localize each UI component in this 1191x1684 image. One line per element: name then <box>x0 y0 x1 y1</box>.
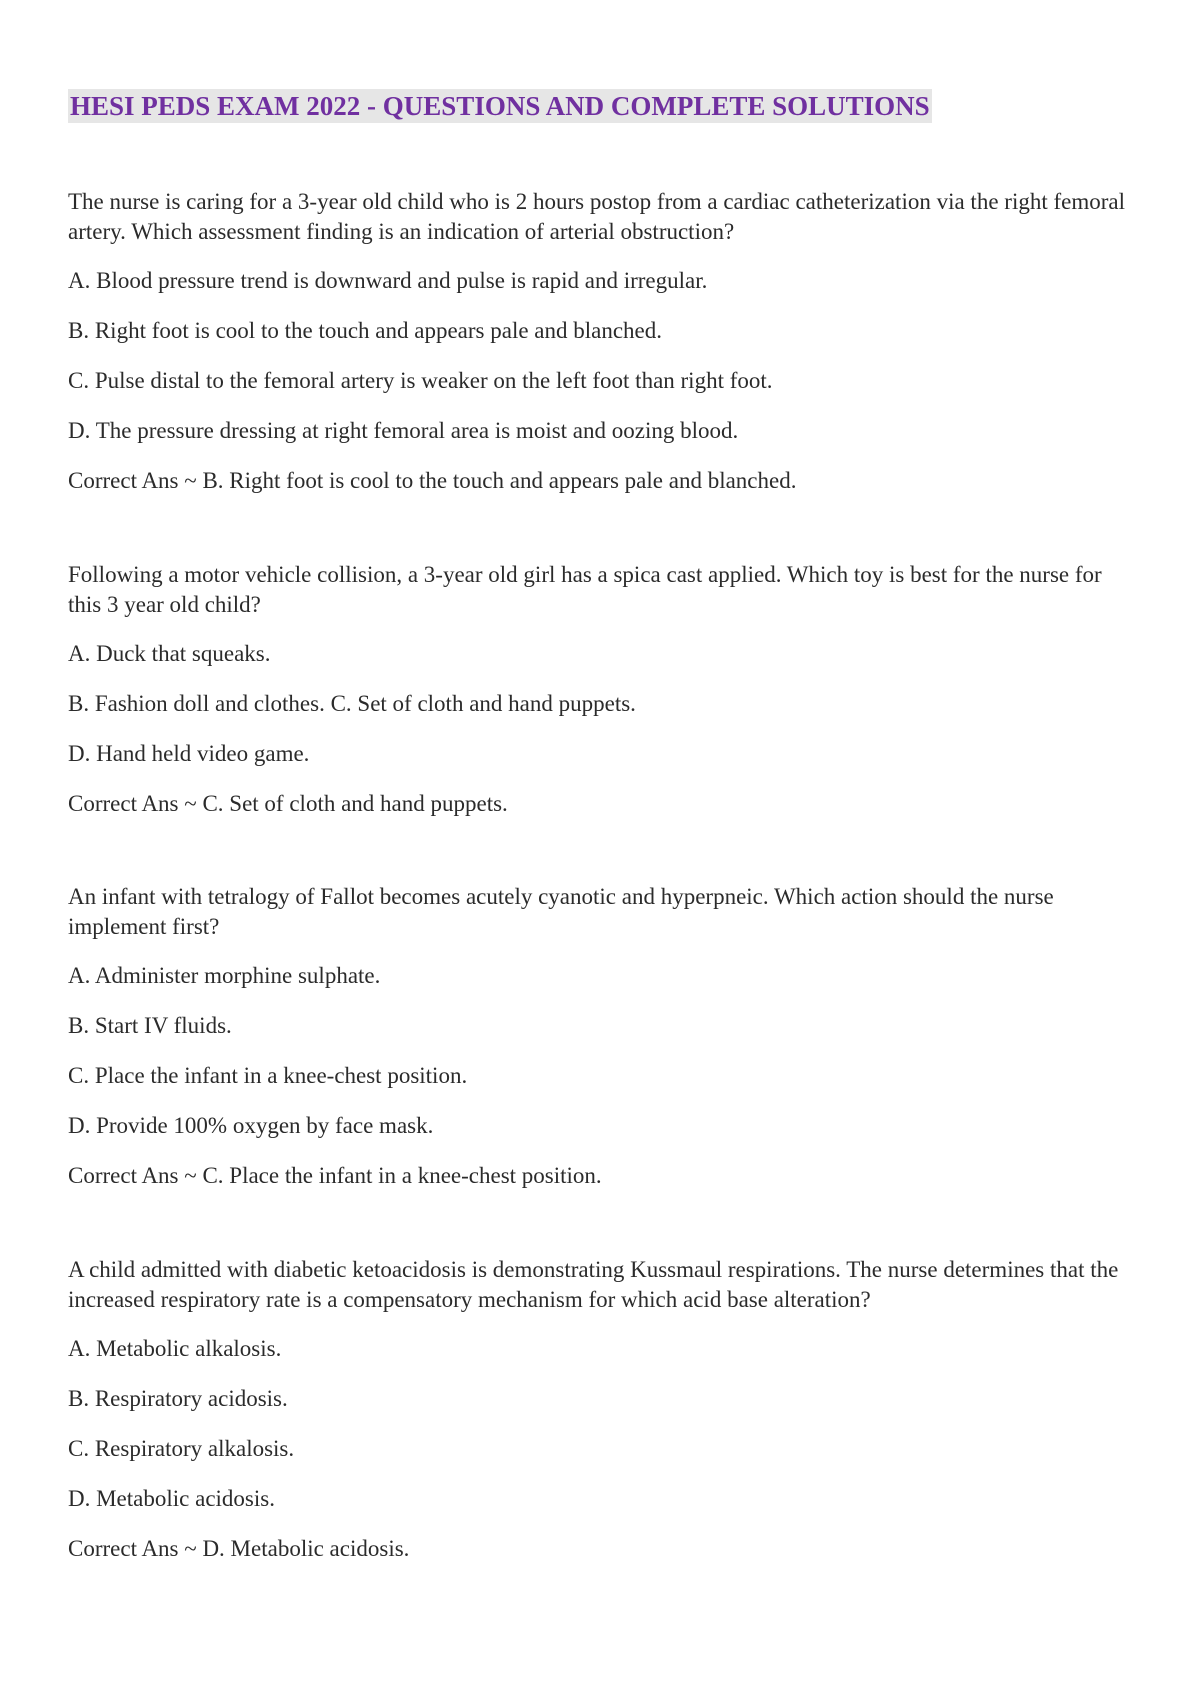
question-stem: An infant with tetralogy of Fallot becomes acutely cyanotic and hyperpneic. Which action should the nurse implement first? <box>68 884 1054 939</box>
option-d: D. The pressure dressing at right femoral area is moist and oozing blood. <box>68 418 739 443</box>
question-1 <box>68 187 1128 496</box>
correct-answer: Correct Ans ~ B. Right foot is cool to the touch and appears pale and blanched. <box>68 468 797 493</box>
option-c: C. Pulse distal to the femoral artery is weaker on the left foot than right foot. <box>68 368 773 393</box>
option-a: A. Metabolic alkalosis. <box>68 1336 282 1361</box>
correct-answer: Correct Ans ~ D. Metabolic acidosis. <box>68 1536 410 1561</box>
option-c: C. Respiratory alkalosis. <box>68 1436 295 1461</box>
correct-answer: Correct Ans ~ C. Place the infant in a knee-chest position. <box>68 1163 602 1188</box>
option-d: D. Provide 100% oxygen by face mask. <box>68 1113 434 1138</box>
option-b: B. Right foot is cool to the touch and appears pale and blanched. <box>68 318 663 343</box>
option-a: A. Blood pressure trend is downward and pulse is rapid and irregular. <box>68 268 708 293</box>
option-a: A. Administer morphine sulphate. <box>68 963 381 988</box>
option-a: A. Duck that squeaks. <box>68 641 271 666</box>
question-4 <box>68 1255 1128 1564</box>
question-stem: A child admitted with diabetic ketoacidosis is demonstrating Kussmaul respirations. The nurse determines that the increased respiratory rate is a compensatory mechanism for which acid base alteration? <box>68 1257 1119 1312</box>
option-d: D. Metabolic acidosis. <box>68 1486 275 1511</box>
question-stem: The nurse is caring for a 3-year old child who is 2 hours postop from a cardiac catheterization via the right femoral artery. Which assessment finding is an indication of arterial obstruction? <box>68 189 1125 244</box>
question-stem: Following a motor vehicle collision, a 3-year old girl has a spica cast applied. Which toy is best for the nurse for this 3 year old child? <box>68 562 1102 617</box>
option-b: B. Respiratory acidosis. <box>68 1386 288 1411</box>
option-d: D. Hand held video game. <box>68 741 310 766</box>
document-title: HESI PEDS EXAM 2022 - QUESTIONS AND COMPLETE SOLUTIONS <box>70 91 930 121</box>
option-c: C. Place the infant in a knee-chest position. <box>68 1063 468 1088</box>
correct-answer: Correct Ans ~ C. Set of cloth and hand puppets. <box>68 791 508 816</box>
option-b-c: B. Fashion doll and clothes. C. Set of cloth and hand puppets. <box>68 691 636 716</box>
option-b: B. Start IV fluids. <box>68 1013 232 1038</box>
question-2 <box>68 560 1128 819</box>
question-3 <box>68 882 1128 1191</box>
